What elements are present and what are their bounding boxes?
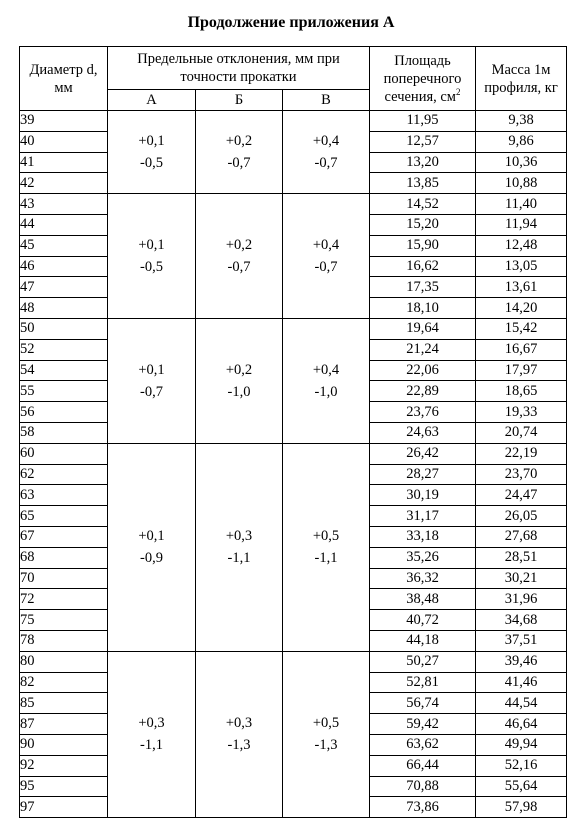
- area-cell: 56,74: [370, 693, 476, 714]
- mass-cell: 17,97: [476, 360, 567, 381]
- area-cell: 31,17: [370, 506, 476, 527]
- lower-deviation: -0,5: [140, 259, 163, 276]
- diameter-cell: 48: [20, 298, 108, 319]
- lower-deviation: -1,1: [227, 550, 251, 567]
- area-cell: 73,86: [370, 797, 476, 818]
- mass-cell: 27,68: [476, 526, 567, 547]
- area-cell: 28,27: [370, 464, 476, 485]
- mass-cell: 12,48: [476, 235, 567, 256]
- mass-cell: 11,40: [476, 194, 567, 215]
- mass-cell: 34,68: [476, 610, 567, 631]
- area-cell: 33,18: [370, 526, 476, 547]
- lower-deviation: -0,5: [140, 155, 163, 172]
- mass-cell: 52,16: [476, 755, 567, 776]
- lower-deviation: -0,9: [140, 550, 163, 567]
- mass-cell: 10,88: [476, 173, 567, 194]
- area-cell: 23,76: [370, 402, 476, 423]
- tolerance-a-cell: [108, 443, 196, 651]
- tolerance-b-cell: [196, 443, 283, 651]
- lower-deviation: -1,3: [314, 737, 338, 754]
- area-cell: 66,44: [370, 755, 476, 776]
- tolerance-b-cell: [196, 651, 283, 817]
- mass-cell: 11,94: [476, 214, 567, 235]
- mass-cell: 22,19: [476, 443, 567, 464]
- table-body: [20, 111, 567, 818]
- header-deviations: Предельные отклонения, мм при точности прокатки: [108, 47, 370, 90]
- tolerance-a-cell: [108, 318, 196, 443]
- lower-deviation: -1,1: [314, 550, 338, 567]
- diameter-cell: 62: [20, 464, 108, 485]
- mass-cell: 31,96: [476, 589, 567, 610]
- mass-cell: 44,54: [476, 693, 567, 714]
- area-cell: 17,35: [370, 277, 476, 298]
- mass-cell: 20,74: [476, 422, 567, 443]
- tolerance-b-cell: [196, 318, 283, 443]
- mass-cell: 13,05: [476, 256, 567, 277]
- lower-deviation: -0,7: [227, 259, 251, 276]
- tolerance-a-cell: [108, 111, 196, 194]
- area-cell: 15,90: [370, 235, 476, 256]
- diameter-cell: 80: [20, 651, 108, 672]
- area-cell: 24,63: [370, 422, 476, 443]
- header-area: [370, 47, 476, 111]
- mass-cell: 37,51: [476, 630, 567, 651]
- upper-deviation: +0,2: [225, 361, 253, 378]
- diameter-cell: 78: [20, 630, 108, 651]
- diameter-cell: 95: [20, 776, 108, 797]
- diameter-cell: 40: [20, 131, 108, 152]
- mass-cell: 14,20: [476, 298, 567, 319]
- diameter-cell: 43: [20, 194, 108, 215]
- upper-deviation: +0,3: [225, 528, 253, 545]
- diameter-cell: 68: [20, 547, 108, 568]
- tolerance-a-cell: [108, 194, 196, 319]
- lower-deviation: -1,3: [227, 737, 251, 754]
- mass-cell: 9,38: [476, 111, 567, 132]
- area-cell: 35,26: [370, 547, 476, 568]
- upper-deviation: +0,5: [312, 528, 340, 545]
- diameter-cell: 82: [20, 672, 108, 693]
- lower-deviation: -0,7: [227, 155, 251, 172]
- table-row: [20, 111, 567, 132]
- upper-deviation: +0,2: [225, 133, 253, 150]
- area-cell: 40,72: [370, 610, 476, 631]
- area-cell: 22,89: [370, 381, 476, 402]
- area-cell: 19,64: [370, 318, 476, 339]
- area-cell: 13,20: [370, 152, 476, 173]
- mass-cell: 16,67: [476, 339, 567, 360]
- upper-deviation: +0,3: [138, 715, 165, 732]
- tolerance-b-cell: [196, 194, 283, 319]
- area-cell: 15,20: [370, 214, 476, 235]
- mass-cell: 49,94: [476, 734, 567, 755]
- mass-cell: 30,21: [476, 568, 567, 589]
- mass-cell: 46,64: [476, 714, 567, 735]
- diameter-cell: 90: [20, 734, 108, 755]
- upper-deviation: +0,1: [138, 237, 165, 254]
- tolerance-v-cell: [283, 651, 370, 817]
- tolerance-v-cell: [283, 318, 370, 443]
- diameter-cell: 55: [20, 381, 108, 402]
- table-row: [20, 194, 567, 215]
- tolerance-v-cell: [283, 111, 370, 194]
- diameter-cell: 85: [20, 693, 108, 714]
- diameter-cell: 52: [20, 339, 108, 360]
- mass-cell: 10,36: [476, 152, 567, 173]
- diameter-cell: 47: [20, 277, 108, 298]
- upper-deviation: +0,4: [312, 361, 340, 378]
- mass-cell: 15,42: [476, 318, 567, 339]
- tolerance-v-cell: [283, 194, 370, 319]
- mass-cell: 19,33: [476, 402, 567, 423]
- upper-deviation: +0,1: [138, 528, 165, 545]
- diameter-cell: 41: [20, 152, 108, 173]
- mass-cell: 41,46: [476, 672, 567, 693]
- area-cell: 13,85: [370, 173, 476, 194]
- mass-cell: 57,98: [476, 797, 567, 818]
- mass-cell: 18,65: [476, 381, 567, 402]
- diameter-cell: 56: [20, 402, 108, 423]
- area-cell: 59,42: [370, 714, 476, 735]
- lower-deviation: -1,0: [227, 383, 251, 400]
- diameter-cell: 60: [20, 443, 108, 464]
- table-row: [20, 651, 567, 672]
- area-cell: 38,48: [370, 589, 476, 610]
- area-cell: 36,32: [370, 568, 476, 589]
- area-cell: 44,18: [370, 630, 476, 651]
- lower-deviation: -0,7: [314, 155, 338, 172]
- area-cell: 21,24: [370, 339, 476, 360]
- upper-deviation: +0,4: [312, 237, 340, 254]
- header-class-a: А: [108, 90, 196, 111]
- diameter-cell: 67: [20, 526, 108, 547]
- diameter-cell: 87: [20, 714, 108, 735]
- area-cell: 16,62: [370, 256, 476, 277]
- area-cell: 63,62: [370, 734, 476, 755]
- page-title: Продолжение приложения А: [187, 14, 395, 31]
- mass-cell: 24,47: [476, 485, 567, 506]
- header-area-unit-sup: 2: [455, 86, 461, 97]
- upper-deviation: +0,3: [225, 715, 253, 732]
- tolerance-b-cell: [196, 111, 283, 194]
- mass-cell: 23,70: [476, 464, 567, 485]
- area-cell: 11,95: [370, 111, 476, 132]
- header-diameter: Диаметр d, мм: [20, 47, 108, 111]
- diameter-cell: 58: [20, 422, 108, 443]
- diameter-cell: 44: [20, 214, 108, 235]
- diameter-cell: 92: [20, 755, 108, 776]
- upper-deviation: +0,4: [312, 133, 340, 150]
- mass-cell: 9,86: [476, 131, 567, 152]
- rolled-steel-table: [19, 46, 567, 818]
- lower-deviation: -0,7: [140, 383, 163, 400]
- table-row: [20, 443, 567, 464]
- diameter-cell: 39: [20, 111, 108, 132]
- diameter-cell: 46: [20, 256, 108, 277]
- area-cell: 30,19: [370, 485, 476, 506]
- lower-deviation: -0,7: [314, 259, 338, 276]
- upper-deviation: +0,2: [225, 237, 253, 254]
- upper-deviation: +0,1: [138, 133, 165, 150]
- diameter-cell: 42: [20, 173, 108, 194]
- mass-cell: 28,51: [476, 547, 567, 568]
- area-cell: 18,10: [370, 298, 476, 319]
- area-cell: 26,42: [370, 443, 476, 464]
- diameter-cell: 72: [20, 589, 108, 610]
- table-row: [20, 318, 567, 339]
- area-cell: 14,52: [370, 194, 476, 215]
- mass-cell: 55,64: [476, 776, 567, 797]
- mass-cell: 39,46: [476, 651, 567, 672]
- area-cell: 12,57: [370, 131, 476, 152]
- diameter-cell: 63: [20, 485, 108, 506]
- lower-deviation: -1,1: [140, 737, 163, 754]
- diameter-cell: 75: [20, 610, 108, 631]
- header-class-b: Б: [196, 90, 283, 111]
- header-area-label: Площадь поперечного сечения, см: [383, 52, 462, 105]
- diameter-cell: 50: [20, 318, 108, 339]
- area-cell: 22,06: [370, 360, 476, 381]
- diameter-cell: 45: [20, 235, 108, 256]
- tolerance-v-cell: [283, 443, 370, 651]
- header-mass: Масса 1м профиля, кг: [476, 47, 567, 111]
- area-cell: 70,88: [370, 776, 476, 797]
- diameter-cell: 70: [20, 568, 108, 589]
- diameter-cell: 54: [20, 360, 108, 381]
- area-cell: 52,81: [370, 672, 476, 693]
- lower-deviation: -1,0: [314, 383, 338, 400]
- area-cell: 50,27: [370, 651, 476, 672]
- diameter-cell: 97: [20, 797, 108, 818]
- mass-cell: 26,05: [476, 506, 567, 527]
- tolerance-a-cell: [108, 651, 196, 817]
- diameter-cell: 65: [20, 506, 108, 527]
- upper-deviation: +0,5: [312, 715, 340, 732]
- mass-cell: 13,61: [476, 277, 567, 298]
- header-class-v: В: [283, 90, 370, 111]
- upper-deviation: +0,1: [138, 361, 165, 378]
